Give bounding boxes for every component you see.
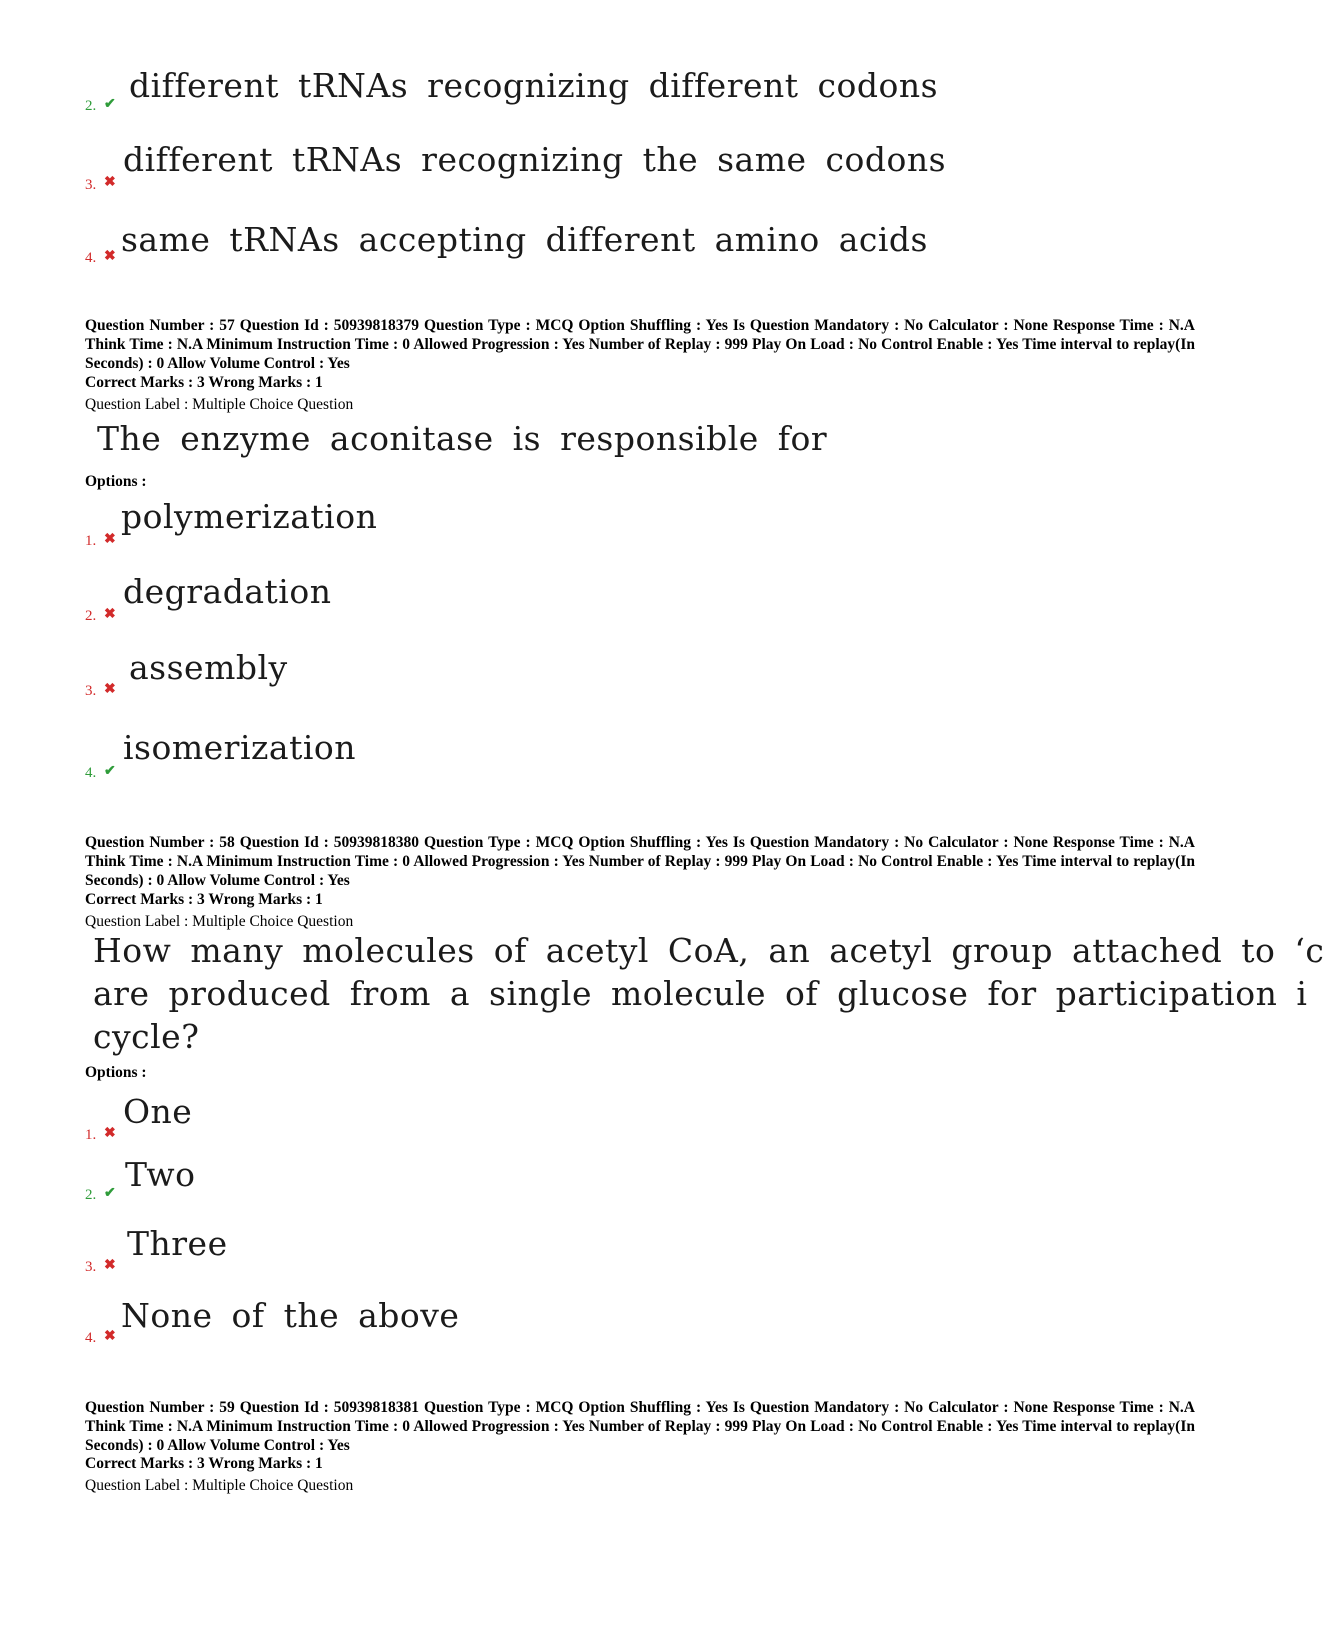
question-label: Question Label : Multiple Choice Question xyxy=(85,396,354,413)
option-number: 3. xyxy=(85,177,97,193)
check-mark-icon: ✔ xyxy=(104,764,116,779)
question-marks: Correct Marks : 3 Wrong Marks : 1 xyxy=(85,891,323,908)
cross-mark-icon: ✖ xyxy=(104,175,116,190)
question-marks: Correct Marks : 3 Wrong Marks : 1 xyxy=(85,1455,323,1472)
question-stem xyxy=(93,929,1324,1058)
question-stem-line: How many molecules of acetyl CoA, an acetyl group attached to ‘c xyxy=(93,931,1324,970)
cross-mark-icon: ✖ xyxy=(104,532,116,547)
question-stem: The enzyme aconitase is responsible for xyxy=(97,419,828,458)
option-number: 2. xyxy=(85,98,97,114)
cross-mark-icon: ✖ xyxy=(104,1126,116,1141)
question-metadata: Question Number : 58 Question Id : 50939818380 Question Type : MCQ Option Shuffling : Yes Is Question Mandatory : No Calculator : None Response Time : N.A Think Time : N.A Minimum Instruction Time : 0 Allowed Progression : Yes Number of Replay : 999 Play On Load : No Control Enable : Yes Time interval to replay(In Seconds) : 0 Allow Volume Control : Yes xyxy=(85,834,1195,889)
option-number: 1. xyxy=(85,1127,97,1143)
question-marks: Correct Marks : 3 Wrong Marks : 1 xyxy=(85,374,323,391)
option-text: Two xyxy=(125,1155,196,1194)
option-number: 4. xyxy=(85,1330,97,1346)
option-text: isomerization xyxy=(123,728,357,767)
check-mark-icon: ✔ xyxy=(104,97,116,112)
option-text: polymerization xyxy=(121,497,378,536)
cross-mark-icon: ✖ xyxy=(104,682,116,697)
cross-mark-icon: ✖ xyxy=(104,249,116,264)
option-text: assembly xyxy=(129,648,288,687)
option-text: One xyxy=(123,1092,193,1131)
option-number: 2. xyxy=(85,1187,97,1203)
option-number: 2. xyxy=(85,608,97,624)
option-text: degradation xyxy=(123,572,332,611)
options-heading: Options : xyxy=(85,473,147,490)
question-stem-line: are produced from a single molecule of glucose for participation i xyxy=(93,974,1308,1013)
option-text: different tRNAs recognizing the same codons xyxy=(123,140,947,179)
question-stem-line: cycle? xyxy=(93,1017,200,1056)
check-mark-icon: ✔ xyxy=(104,1186,116,1201)
option-number: 3. xyxy=(85,683,97,699)
option-number: 3. xyxy=(85,1259,97,1275)
option-text: None of the above xyxy=(121,1296,460,1335)
question-label: Question Label : Multiple Choice Question xyxy=(85,1477,354,1494)
question-metadata: Question Number : 57 Question Id : 50939818379 Question Type : MCQ Option Shuffling : Yes Is Question Mandatory : No Calculator : None Response Time : N.A Think Time : N.A Minimum Instruction Time : 0 Allowed Progression : Yes Number of Replay : 999 Play On Load : No Control Enable : Yes Time interval to replay(In Seconds) : 0 Allow Volume Control : Yes xyxy=(85,317,1195,372)
cross-mark-icon: ✖ xyxy=(104,607,116,622)
option-text: Three xyxy=(127,1224,228,1263)
cross-mark-icon: ✖ xyxy=(104,1329,116,1344)
question-label: Question Label : Multiple Choice Question xyxy=(85,913,354,930)
option-number: 4. xyxy=(85,250,97,266)
question-metadata: Question Number : 59 Question Id : 50939818381 Question Type : MCQ Option Shuffling : Yes Is Question Mandatory : No Calculator : None Response Time : N.A Think Time : N.A Minimum Instruction Time : 0 Allowed Progression : Yes Number of Replay : 999 Play On Load : No Control Enable : Yes Time interval to replay(In Seconds) : 0 Allow Volume Control : Yes xyxy=(85,1399,1195,1454)
cross-mark-icon: ✖ xyxy=(104,1258,116,1273)
option-number: 4. xyxy=(85,765,97,781)
options-heading: Options : xyxy=(85,1064,147,1081)
option-text: same tRNAs accepting different amino acids xyxy=(121,220,928,259)
option-text: different tRNAs recognizing different codons xyxy=(129,66,939,105)
option-number: 1. xyxy=(85,533,97,549)
